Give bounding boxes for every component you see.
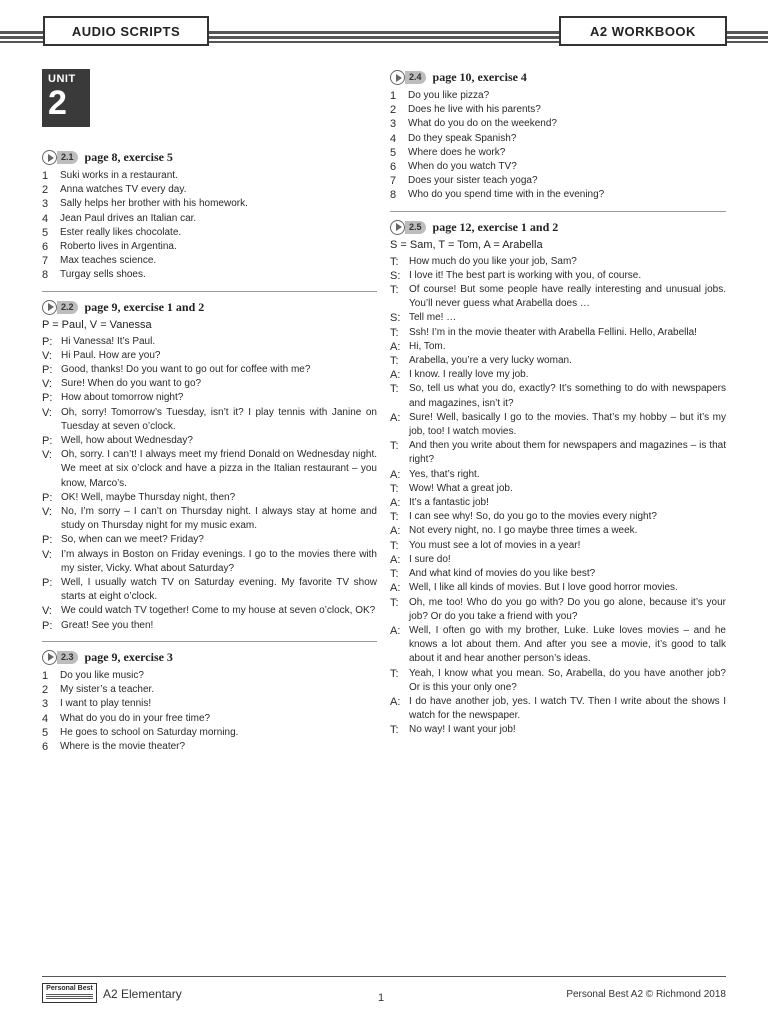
item-number: 2 xyxy=(42,184,49,197)
section-title xyxy=(42,300,377,315)
dialogue-list xyxy=(390,255,726,738)
dialogue-text: No, I’m sorry – I can’t on Thursday night. I always stay at home and study on Thursday night for my music exam. xyxy=(61,506,377,532)
list-item xyxy=(42,197,377,211)
left-column xyxy=(42,150,377,762)
item-number: 5 xyxy=(42,226,49,239)
speaker: T: xyxy=(390,482,399,495)
dialogue-text: OK! Well, maybe Thursday night, then? xyxy=(61,491,236,503)
speaker: P: xyxy=(42,491,53,504)
speaker: T: xyxy=(390,284,399,297)
section-2-2 xyxy=(42,300,377,633)
speaker: V: xyxy=(42,605,52,618)
item-number: 2 xyxy=(42,684,49,697)
footer-level: A2 Elementary xyxy=(103,987,182,1001)
dialogue-line xyxy=(42,391,377,405)
section-title xyxy=(390,70,726,85)
dialogue-line xyxy=(42,434,377,448)
item-number: 3 xyxy=(42,198,49,211)
track-number: 2.3 xyxy=(57,651,78,664)
dialogue-text: And what kind of movies do you like best? xyxy=(409,568,596,580)
speaker: A: xyxy=(390,695,401,708)
dialogue-line xyxy=(390,269,726,283)
header-stripe-left xyxy=(0,31,44,43)
list-item xyxy=(390,174,726,188)
dialogue-line xyxy=(390,695,726,723)
dialogue-line xyxy=(390,539,726,553)
dialogue-text: Sure! Well, basically I go to the movies. That’s my hobby – but it’s my job, too! I watch movies. xyxy=(409,411,726,438)
dialogue-text: I can see why! So, do you go to the movies every night? xyxy=(409,511,657,523)
section-2-4 xyxy=(390,70,726,203)
track-number: 2.5 xyxy=(405,221,426,234)
section-heading: page 9, exercise 3 xyxy=(84,649,173,664)
dialogue-text: How about tomorrow night? xyxy=(61,392,184,404)
item-number: 7 xyxy=(42,255,49,268)
dialogue-text: So, when can we meet? Friday? xyxy=(61,534,204,546)
play-audio-icon xyxy=(42,300,57,315)
list-item xyxy=(390,160,726,174)
speaker: P: xyxy=(42,335,53,348)
dialogue-line xyxy=(390,382,726,410)
numbered-list xyxy=(390,89,726,203)
speaker: T: xyxy=(390,724,399,737)
item-text: Who do you spend time with in the evening? xyxy=(408,189,605,201)
dialogue-text: Oh, me too! Who do you go with? Do you go alone, because it’s your job? Or do you take a friend with you? xyxy=(409,596,726,622)
item-text: Sally helps her brother with his homework. xyxy=(60,198,248,210)
dialogue-text: So, tell us what you do, exactly? It’s something to do with newspapers and magazines, isn’t it? xyxy=(409,383,726,409)
speaker: T: xyxy=(390,440,399,453)
section-2-3 xyxy=(42,650,377,754)
list-item xyxy=(42,740,377,754)
speaker: T: xyxy=(390,355,399,368)
unit-number: 2 xyxy=(48,84,67,122)
dialogue-text: You must see a lot of movies in a year! xyxy=(409,539,581,551)
list-item xyxy=(390,117,726,131)
item-number: 8 xyxy=(390,189,397,202)
section-divider xyxy=(42,641,377,642)
item-text: Does your sister teach yoga? xyxy=(408,175,538,187)
item-text: What do you do on the weekend? xyxy=(408,118,557,130)
list-item xyxy=(42,183,377,197)
speaker-key: S = Sam, T = Tom, A = Arabella xyxy=(390,238,543,251)
dialogue-text: Not every night, no. I go maybe three times a week. xyxy=(409,525,638,537)
dialogue-text: Oh, sorry. I can’t! I always meet my friend Donald on Wednesday night. We meet at six o’clock and have a pizza in the Italian restaurant – you know, Marco’s. xyxy=(61,449,377,489)
list-item xyxy=(42,669,377,683)
dialogue-text: Good, thanks! Do you want to go out for coffee with me? xyxy=(61,364,311,376)
speaker: S: xyxy=(390,312,401,325)
speaker: A: xyxy=(390,497,401,510)
item-number: 1 xyxy=(42,170,49,182)
list-item xyxy=(42,697,377,711)
list-item xyxy=(42,726,377,740)
dialogue-text: Oh, sorry! Tomorrow’s Tuesday, isn’t it? I play tennis with Janine on Tuesday at seven o’clock. xyxy=(61,406,377,432)
dialogue-text: I know. I really love my job. xyxy=(409,369,529,381)
section-heading: page 9, exercise 1 and 2 xyxy=(84,299,205,314)
speaker: T: xyxy=(390,667,399,680)
dialogue-line xyxy=(42,349,377,363)
dialogue-line xyxy=(390,326,726,340)
speaker: T: xyxy=(390,568,399,581)
speaker: V: xyxy=(42,406,52,419)
list-item xyxy=(42,212,377,226)
dialogue-line xyxy=(390,439,726,467)
list-item xyxy=(390,188,726,202)
item-number: 6 xyxy=(390,161,397,174)
item-text: Anna watches TV every day. xyxy=(60,184,187,196)
item-number: 4 xyxy=(42,212,49,225)
item-text: Ester really likes chocolate. xyxy=(60,226,182,238)
item-number: 8 xyxy=(42,269,49,282)
dialogue-line xyxy=(42,406,377,434)
list-item xyxy=(42,712,377,726)
section-heading: page 10, exercise 4 xyxy=(432,70,527,84)
dialogue-text: Well, I like all kinds of movies. But I love good horror movies. xyxy=(409,582,678,594)
list-item xyxy=(390,146,726,160)
item-number: 6 xyxy=(42,241,49,254)
dialogue-text: No way! I want your job! xyxy=(409,724,516,736)
dialogue-line xyxy=(390,482,726,496)
section-2-5 xyxy=(390,220,726,738)
dialogue-line xyxy=(390,524,726,538)
speaker: T: xyxy=(390,511,399,524)
list-item xyxy=(390,132,726,146)
personal-best-logo: Personal Best xyxy=(42,983,97,1003)
dialogue-line xyxy=(390,496,726,510)
item-number: 4 xyxy=(390,132,397,145)
list-item xyxy=(42,254,377,268)
dialogue-line xyxy=(390,411,726,439)
dialogue-line xyxy=(390,596,726,624)
dialogue-line xyxy=(390,340,726,354)
section-title xyxy=(390,220,726,235)
item-text: Does he live with his parents? xyxy=(408,104,541,116)
speaker: T: xyxy=(390,539,399,552)
header-stripe-middle xyxy=(208,31,560,43)
item-number: 1 xyxy=(42,669,49,682)
dialogue-line xyxy=(390,567,726,581)
dialogue-line xyxy=(390,283,726,311)
speaker: V: xyxy=(42,378,52,391)
dialogue-line xyxy=(390,510,726,524)
item-number: 2 xyxy=(390,104,397,117)
speaker: A: xyxy=(390,369,401,382)
dialogue-list xyxy=(42,335,377,633)
dialogue-text: Hi, Tom. xyxy=(409,340,446,352)
speaker: A: xyxy=(390,411,401,424)
unit-badge xyxy=(42,69,90,127)
section-heading: page 8, exercise 5 xyxy=(84,150,173,164)
dialogue-text: Great! See you then! xyxy=(61,619,154,631)
item-text: Turgay sells shoes. xyxy=(60,269,146,281)
speaker: P: xyxy=(42,619,53,632)
item-number: 1 xyxy=(390,90,397,102)
header-workbook: A2 WORKBOOK xyxy=(559,16,727,46)
dialogue-text: Sure! When do you want to go? xyxy=(61,378,202,390)
list-item xyxy=(42,169,377,183)
speaker: V: xyxy=(42,349,52,362)
speaker: V: xyxy=(42,506,52,519)
page-number: 1 xyxy=(378,992,385,1004)
dialogue-line xyxy=(42,335,377,349)
section-divider xyxy=(42,291,377,292)
dialogue-text: We could watch TV together! Come to my house at seven o’clock, OK? xyxy=(61,605,376,617)
dialogue-line xyxy=(42,548,377,576)
dialogue-text: Ssh! I’m in the movie theater with Arabella Fellini. Hello, Arabella! xyxy=(409,326,697,338)
speaker: A: xyxy=(390,468,401,481)
dialogue-text: I sure do! xyxy=(409,553,451,565)
item-text: What do you do in your free time? xyxy=(60,712,211,724)
play-audio-icon xyxy=(390,220,405,235)
dialogue-line xyxy=(390,553,726,567)
dialogue-line xyxy=(390,581,726,595)
speaker: P: xyxy=(42,364,53,377)
dialogue-text: Hi Vanessa! It’s Paul. xyxy=(61,335,156,347)
track-number: 2.1 xyxy=(57,151,78,164)
section-title xyxy=(42,150,377,165)
track-number: 2.4 xyxy=(405,71,426,84)
dialogue-line xyxy=(390,354,726,368)
item-text: He goes to school on Saturday morning. xyxy=(60,726,239,738)
dialogue-line xyxy=(42,448,377,491)
speaker: A: xyxy=(390,340,401,353)
dialogue-text: I’m always in Boston on Friday evenings. I go to the movies there with my sister, Vicky. What about Saturday? xyxy=(61,548,377,574)
dialogue-line xyxy=(390,311,726,325)
dialogue-text: How much do you like your job, Sam? xyxy=(409,255,577,267)
item-text: When do you watch TV? xyxy=(408,161,517,173)
dialogue-text: Wow! What a great job. xyxy=(409,482,513,494)
dialogue-line xyxy=(42,505,377,533)
item-number: 7 xyxy=(390,175,397,188)
dialogue-line xyxy=(390,368,726,382)
dialogue-line xyxy=(390,624,726,667)
item-number: 5 xyxy=(42,726,49,739)
play-audio-icon xyxy=(390,70,405,85)
item-number: 6 xyxy=(42,740,49,753)
dialogue-text: I do have another job, yes. I watch TV. Then I write about the shows I watch for the newspaper. xyxy=(409,695,726,722)
item-number: 4 xyxy=(42,712,49,725)
header-audio-scripts: AUDIO SCRIPTS xyxy=(43,16,209,46)
section-title xyxy=(42,650,377,665)
speaker: T: xyxy=(390,255,399,268)
dialogue-text: Of course! But some people have really interesting and unusual jobs. You’ll never guess what Arabella does … xyxy=(409,284,726,310)
play-audio-icon xyxy=(42,150,57,165)
dialogue-text: I love it! The best part is working with you, of course. xyxy=(409,269,642,281)
track-number: 2.2 xyxy=(57,301,78,314)
dialogue-text: Tell me! … xyxy=(409,312,457,324)
list-item xyxy=(42,240,377,254)
item-text: Max teaches science. xyxy=(60,255,157,267)
list-item xyxy=(42,268,377,282)
section-divider xyxy=(390,211,726,212)
speaker: V: xyxy=(42,548,52,561)
speaker-key: P = Paul, V = Vanessa xyxy=(42,318,152,331)
speaker: P: xyxy=(42,534,53,547)
unit-label: UNIT xyxy=(48,73,76,85)
list-item xyxy=(42,226,377,240)
speaker: A: xyxy=(390,582,401,595)
dialogue-text: Well, I usually watch TV on Saturday evening. My favorite TV show starts at eight o’clock. xyxy=(61,577,377,603)
dialogue-text: Hi Paul. How are you? xyxy=(61,349,161,361)
dialogue-text: Yeah, I know what you mean. So, Arabella, do you have another job? Or is this your only one? xyxy=(409,667,726,693)
dialogue-text: Arabella, you’re a very lucky woman. xyxy=(409,355,572,367)
item-text: Do they speak Spanish? xyxy=(408,132,517,144)
dialogue-line xyxy=(390,723,726,737)
speaker: P: xyxy=(42,435,53,448)
dialogue-text: It’s a fantastic job! xyxy=(409,497,489,509)
dialogue-line xyxy=(42,491,377,505)
numbered-list xyxy=(42,169,377,283)
item-text: My sister’s a teacher. xyxy=(60,684,155,696)
footer-divider xyxy=(42,976,726,977)
item-number: 3 xyxy=(42,698,49,711)
dialogue-line xyxy=(390,468,726,482)
dialogue-line xyxy=(42,533,377,547)
right-column xyxy=(390,70,726,746)
dialogue-line xyxy=(42,619,377,633)
item-text: Where does he work? xyxy=(408,146,506,158)
speaker: P: xyxy=(42,577,53,590)
speaker: T: xyxy=(390,326,399,339)
dialogue-line xyxy=(390,667,726,695)
item-number: 3 xyxy=(390,118,397,131)
item-text: Roberto lives in Argentina. xyxy=(60,241,177,253)
item-text: I want to play tennis! xyxy=(60,698,152,710)
numbered-list xyxy=(42,669,377,754)
speaker: T: xyxy=(390,383,399,396)
dialogue-text: And then you write about them for newspapers and magazines – is that right? xyxy=(409,440,726,466)
dialogue-line xyxy=(42,604,377,618)
header-stripe-right xyxy=(726,31,768,43)
item-text: Where is the movie theater? xyxy=(60,740,186,752)
item-text: Do you like pizza? xyxy=(408,90,490,101)
play-audio-icon xyxy=(42,650,57,665)
section-heading: page 12, exercise 1 and 2 xyxy=(432,219,559,234)
item-text: Jean Paul drives an Italian car. xyxy=(60,212,197,224)
dialogue-line xyxy=(42,377,377,391)
speaker: V: xyxy=(42,449,52,462)
list-item xyxy=(390,89,726,103)
list-item xyxy=(42,683,377,697)
item-number: 5 xyxy=(390,146,397,159)
speaker: S: xyxy=(390,269,401,282)
section-2-1 xyxy=(42,150,377,283)
item-text: Suki works in a restaurant. xyxy=(60,170,178,181)
dialogue-text: Yes, that’s right. xyxy=(409,468,480,480)
item-text: Do you like music? xyxy=(60,669,144,681)
dialogue-text: Well, how about Wednesday? xyxy=(61,435,193,447)
speaker: A: xyxy=(390,525,401,538)
dialogue-line xyxy=(42,363,377,377)
list-item xyxy=(390,103,726,117)
dialogue-line xyxy=(390,255,726,269)
speaker: A: xyxy=(390,553,401,566)
dialogue-text: Well, I often go with my brother, Luke. Luke loves movies – and he knows a lot about them. And after you see a movie, it’s good to talk about it and hear another person’s ideas. xyxy=(409,624,726,665)
dialogue-line xyxy=(42,576,377,604)
speaker: P: xyxy=(42,392,53,405)
speaker: T: xyxy=(390,596,399,609)
footer-copyright: Personal Best A2 © Richmond 2018 xyxy=(566,989,726,1000)
speaker: A: xyxy=(390,624,401,637)
